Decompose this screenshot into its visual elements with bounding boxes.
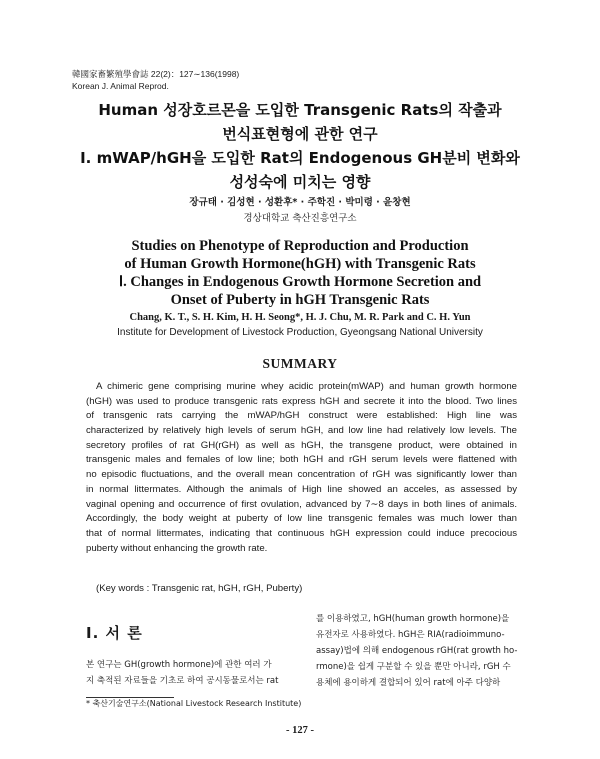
abstract-line: (hGH) was used to produce transgenic rats express hGH and secrete it into the blood. Two lines (86, 395, 517, 407)
abstract-line: vaginal opening and occurrence of first ovulation, advanced by 7∼8 days in both lines of animals. (86, 498, 517, 510)
body-line: 용체에 용이하게 결합되어 있어 rat에 아주 다양하 (316, 678, 501, 688)
korean-title (0, 98, 600, 194)
english-affiliation: Institute for Development of Livestock Production, Gyeongsang National University (117, 327, 483, 338)
body-left-column (86, 657, 296, 689)
abstract-line: puberty without enhancing the growth rate. (86, 542, 268, 554)
english-title-line: Ⅰ. Changes in Endogenous Growth Hormone Secretion and (118, 274, 482, 290)
summary-heading: SUMMARY (262, 356, 338, 371)
abstract-line: Accordingly, the body weight at puberty of low line transgenic females was much lower than (86, 513, 517, 525)
abstract-line: secretory profiles of rat GH(rGH) as well as hGH, the transgene product, were obtained in (86, 439, 517, 451)
abstract-line: that of normal littermates, indicating that continuous hGH expression could induce precocious (86, 527, 517, 539)
body-line: 본 연구는 GH(growth hormone)에 관한 여러 가 (86, 660, 272, 670)
body-line: rmone)을 쉽게 구분할 수 있을 뿐만 아니라, rGH 수 (316, 662, 511, 672)
journal-citation-korean: 韓國家畜繁殖學會誌 22(2)：127∼136(1998) (72, 69, 240, 79)
korean-affiliation: 경상대학교 축산진흥연구소 (243, 213, 357, 224)
body-line: 유전자로 사용하였다. hGH은 RIA(radioimmuno- (316, 630, 505, 640)
korean-title-line: 성성숙에 미치는 영향 (229, 173, 371, 191)
english-title-line: Studies on Phenotype of Reproduction and Production (131, 238, 469, 254)
abstract-line: no episodic fluctuations, and the overall mean concentration of rGH was significantly lower than (86, 469, 517, 481)
body-line: 를 이용하였고, hGH(human growth hormone)을 (316, 614, 510, 624)
keywords: (Key words : Transgenic rat, hGH, rGH, Puberty) (96, 583, 303, 594)
body-right-column (316, 611, 531, 691)
journal-citation-english: Korean J. Animal Reprod. (72, 81, 169, 91)
abstract-line: transgenic males and females of low line; both hGH and rGH serum levels were flattened with (86, 454, 517, 466)
korean-title-line: 번식표현형에 관한 연구 (222, 125, 378, 143)
page-number: - 127 - (286, 725, 314, 736)
abstract-line: A chimeric gene comprising murine whey acidic protein(mWAP) and human growth hormone (96, 381, 517, 392)
english-authors: Chang, K. T., S. H. Kim, H. H. Seong*, H. J. Chu, M. R. Park and C. H. Yun (129, 312, 471, 323)
body-line: 지 축적된 자료들을 기초로 하여 공시동물로서는 rat (86, 676, 279, 686)
summary-abstract (86, 380, 517, 556)
korean-title-line: Ⅰ. mWAP/hGH을 도입한 Rat의 Endogenous GH분비 변화와 (80, 149, 520, 167)
korean-authors: 장규태 · 김성현 · 성환후* · 주학진 · 박미령 · 윤창현 (189, 197, 411, 208)
english-title-line: Onset of Puberty in hGH Transgenic Rats (170, 292, 430, 308)
korean-title-line: Human 성장호르몬을 도입한 Transgenic Rats의 작출과 (98, 101, 502, 119)
abstract-line: in normal littermates. Although the animals of High line showed an acceles, as assessed by (86, 483, 517, 495)
english-title-line: of Human Growth Hormone(hGH) with Transgenic Rats (124, 256, 476, 272)
body-line: assay)법에 의해 endogenous rGH(rat growth ho- (316, 646, 518, 656)
abstract-line: characterized by relatively high levels of serum hGH, and low line had relatively low levels. The (86, 425, 517, 437)
english-title (0, 237, 600, 309)
section-heading-introduction: Ⅰ. 서 론 (86, 624, 143, 642)
footnote: * 축산기술연구소(National Livestock Research Institute) (86, 699, 302, 708)
journal-citation (72, 68, 239, 92)
abstract-line: of transgenic rats carrying the mWAP/hGH construct were established: High line was (86, 410, 517, 422)
